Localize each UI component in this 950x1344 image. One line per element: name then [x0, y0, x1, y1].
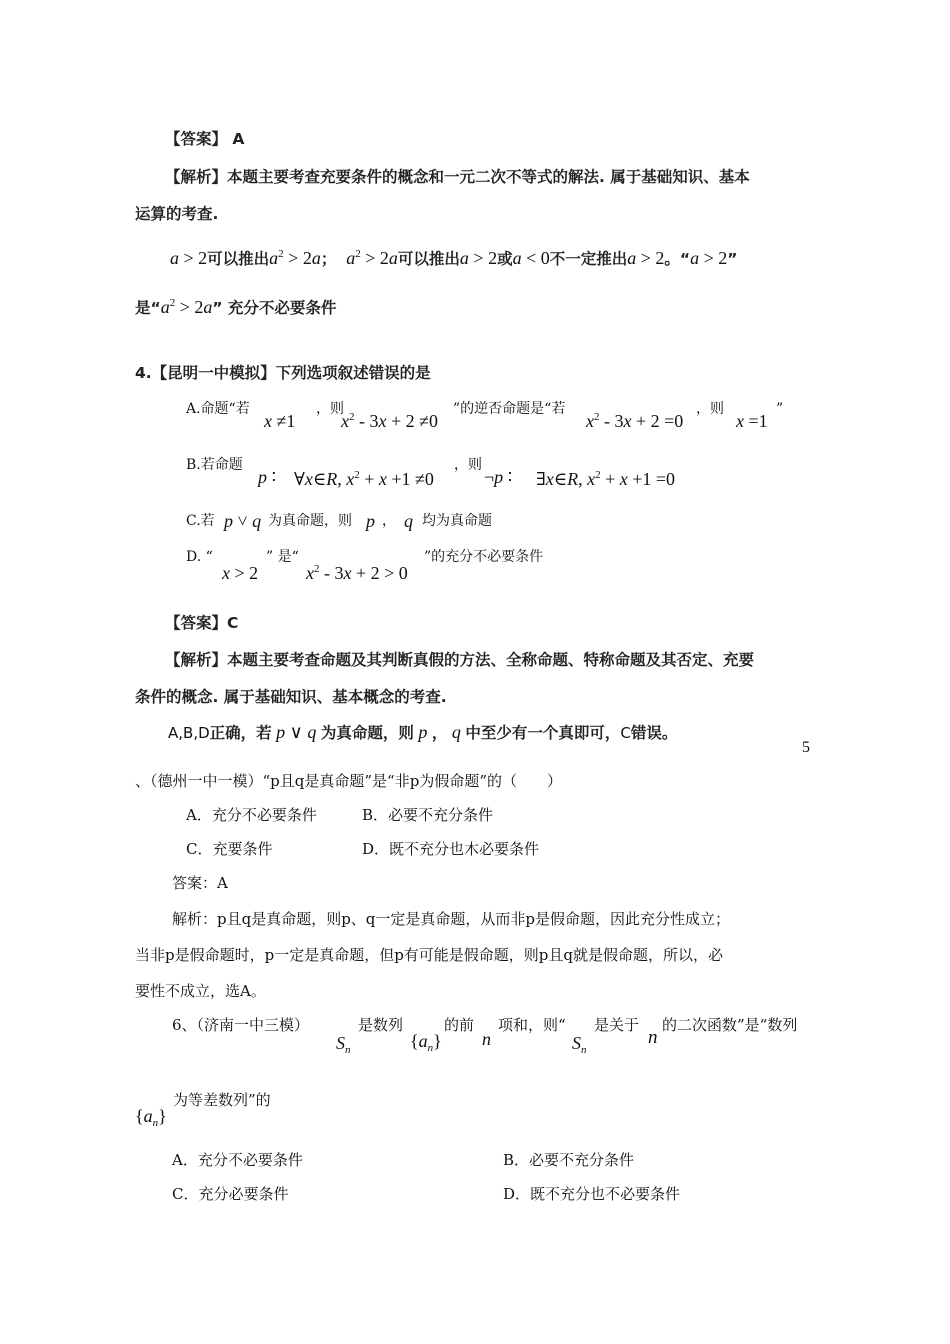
q4-title: 4.【昆明一中模拟】下列选项叙述错误的是 [135, 364, 431, 382]
page-number: 5 [802, 739, 810, 756]
q5-option-d: D．既不充分也木必要条件 [362, 840, 540, 858]
q3-math-line2: 是“$a^2 > 2a$” 充分不必要条件 [135, 297, 337, 317]
q4-conclusion: A,B,D正确，若 p ∨ q 为真命题，则 p ， q 中至少有一个真即可，C错误。 [168, 722, 678, 742]
q5-option-b: B．必要不充分条件 [362, 806, 494, 824]
q5-analysis-line3: 要性不成立，选A。 [135, 982, 266, 1000]
q5-analysis-line2: 当非p是假命题时，p一定是真命题，但p有可能是假命题，则p且q就是假命题，所以，必 [135, 946, 724, 964]
q3-analysis-line1: 【解析】本题主要考查充要条件的概念和一元二次不等式的解法. 属于基础知识、基本 [165, 168, 750, 186]
q4-answer: 【答案】C [165, 614, 239, 632]
q4-option-d: D. “ x > 2 ” 是“ $x^2 - 3x + 2 > 0$ ”的充分不必要条件 [186, 549, 544, 583]
q6-title-line2: $\{a_n\}$ 为等差数列”的 [135, 1091, 271, 1129]
q6-option-d: D．既不充分也不必要条件 [503, 1185, 681, 1203]
q5-option-a: A．充分不必要条件 [186, 806, 317, 824]
q3-analysis-line2: 运算的考查. [135, 205, 219, 223]
q6-option-c: C．充分必要条件 [172, 1185, 289, 1203]
q3-math-line1: a > 2可以推出$a^2 > 2a$； $a^2 > 2a$可以推出a > 2或a < 0不一定推出a > 2。“a > 2” [170, 248, 738, 268]
q5-analysis-line1: 解析：p且q是真命题，则p、q一定是真命题，从而非p是假命题，因此充分性成立； [172, 910, 731, 928]
q5-title: 、（德州一中一模）“p且q是真命题”是“非p为假命题”的（ ） [135, 772, 562, 790]
q3-answer: 【答案】 A [165, 130, 245, 148]
q4-analysis-line1: 【解析】本题主要考查命题及其判断真假的方法、全称命题、特称命题及其否定、充要 [165, 651, 755, 669]
q5-answer: 答案：A [172, 874, 228, 892]
q4-option-a: A.命题“若 x ≠1 ，则 $x^2 - 3x + 2 \ne 0$ ”的逆否命题是“若 $x^2 - 3x + 2 =0$ ，则 x =1 ” [186, 401, 784, 431]
q6-option-a: A．充分不必要条件 [172, 1151, 303, 1169]
q4-option-c: C.若 p ˅ q 为真命题，则 p ， q 均为真命题 [186, 511, 492, 531]
q5-option-c: C．充要条件 [186, 840, 273, 858]
q4-option-b: B.若命题 p ∶ ∀x∈R, $x^2 + x +1 \ne 0$ ，则 ¬p ∶ ∃x∈R, $x^2 + x +1 =0$ [186, 457, 676, 489]
q6-option-b: B．必要不充分条件 [503, 1151, 635, 1169]
q6-title-line1: 6、（济南一中三模） $S_n$ 是数列 $\{a_n\}$ 的前 n 项和，则“ $S_n$ 是关于 n 的二次函数”是“数列 [172, 1016, 798, 1056]
q4-analysis-line2: 条件的概念. 属于基础知识、基本概念的考查. [135, 688, 447, 706]
